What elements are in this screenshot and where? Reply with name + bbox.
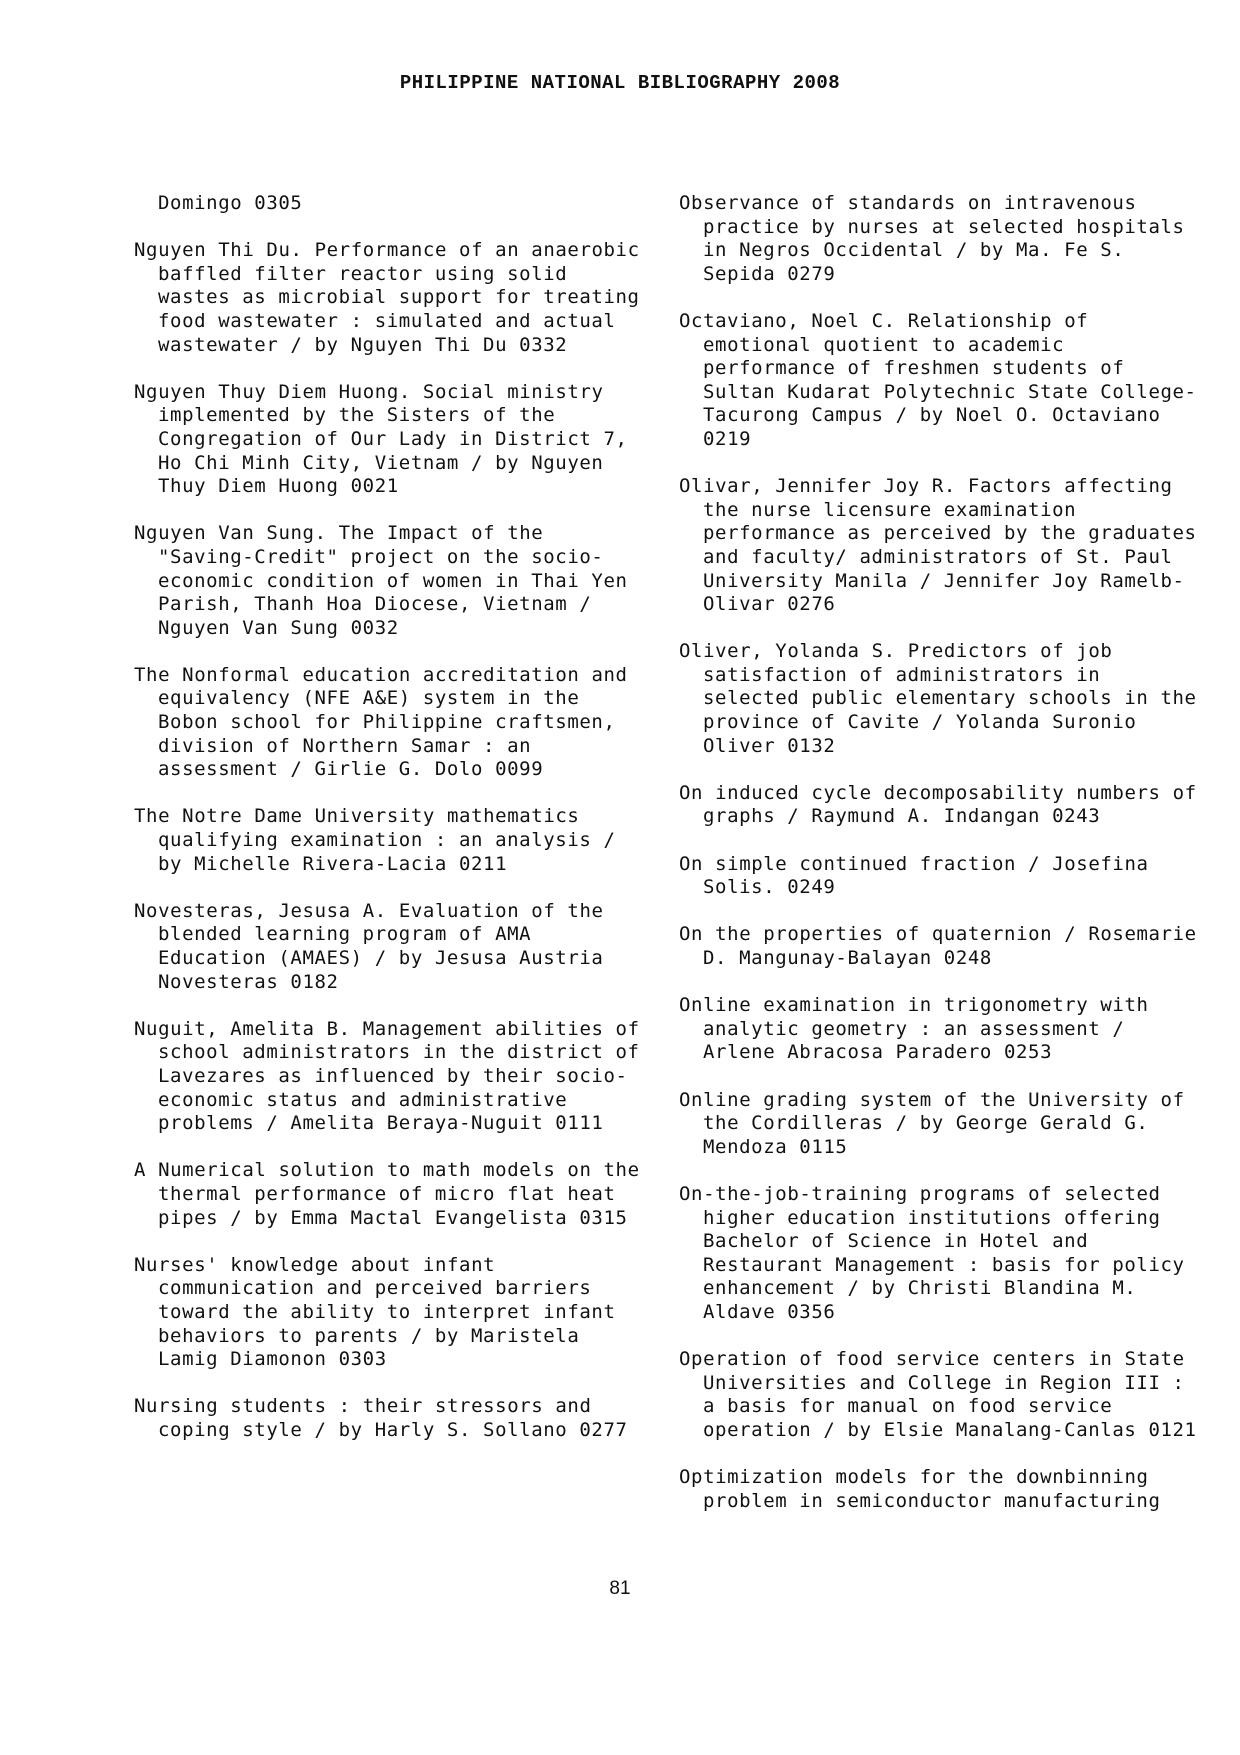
page-header: PHILIPPINE NATIONAL BIBLIOGRAPHY 2008 (399, 72, 841, 94)
bibliography-entry: Operation of food service centers in State Universities and College in Region III : a basis for manual on food service operation / by Elsie Manalang-Canlas 0121 (679, 1348, 1197, 1441)
page-number: 81 (609, 1578, 631, 1599)
bibliography-entry: Oliver, Yolanda S. Predictors of job satisfaction of administrators in selected public elementary schools in the province of Cavite / Yolanda Suronio Oliver 0132 (679, 640, 1209, 757)
bibliography-entry: Optimization models for the downbinning problem in semiconductor manufacturing (679, 1466, 1161, 1512)
bibliography-entry: The Nonformal education accreditation and equivalency (NFE A&E) system in the Bobon school for Philippine craftsmen, division of Northern Samar : an assessment / Girlie G. Dolo 0099 (134, 663, 640, 781)
bibliography-entry: A Numerical solution to math models on the thermal performance of micro flat heat pipes / by Emma Mactal Evangelista 0315 (134, 1159, 652, 1229)
bibliography-entry: On simple continued fraction / Josefina Solis. 0249 (679, 852, 1161, 899)
bibliography-entry: On induced cycle decomposability numbers of graphs / Raymund A. Indangan 0243 (679, 781, 1209, 828)
bibliography-entry: Nursing students : their stressors and coping style / by Harly S. Sollano 0277 (134, 1395, 628, 1441)
bibliography-entry: Nguyen Van Sung. The Impact of the "Saving-Credit" project on the socio-economic condition of women in Thai Yen Parish, Thanh Hoa Diocese, Vietnam / Nguyen Van Sung 0032 (134, 522, 640, 639)
bibliography-entry: Nuguit, Amelita B. Management abilities of school administrators in the district of Lavezares as influenced by their socio-economic status and administrative problems / Amelita Beraya-Nuguit 0111 (134, 1017, 652, 1135)
bibliography-entry: Nurses' knowledge about infant communication and perceived barriers toward the ability to interpret infant behaviors to parents / by Maristela Lamig Diamonon 0303 (134, 1253, 628, 1371)
bibliography-entry: Octaviano, Noel C. Relationship of emotional quotient to academic performance of freshmen students of Sultan Kudarat Polytechnic State College-Tacurong Campus / by Noel O. Octaviano 0219 (679, 309, 1197, 450)
bibliography-entry: Observance of standards on intravenous practice by nurses at selected hospitals in Negros Occidental / by Ma. Fe S. Sepida 0279 (679, 192, 1197, 285)
bibliography-entry: Nguyen Thi Du. Performance of an anaerobic baffled filter reactor using solid wastes as microbial support for treating food wastewater : simulated and actual wastewater / by Nguyen Thi Du 0332 (134, 239, 652, 356)
bibliography-entry: On the properties of quaternion / Rosemarie D. Mangunay-Balayan 0248 (679, 923, 1209, 969)
bibliography-entry: Olivar, Jennifer Joy R. Factors affecting the nurse licensure examination performance as perceived by the graduates and faculty/ administrators of St. Paul University Manila / Jennifer Joy Ramelb-Olivar 0276 (679, 475, 1209, 616)
bibliography-entry: Nguyen Thuy Diem Huong. Social ministry implemented by the Sisters of the Congregation of Our Lady in District 7, Ho Chi Minh City, Vietnam / by Nguyen Thuy Diem Huong 0021 (134, 380, 640, 498)
bibliography-entry: Online grading system of the University of the Cordilleras / by George Gerald G. Mendoza 0115 (679, 1088, 1197, 1158)
continuation-entry: Domingo 0305 (158, 192, 303, 214)
bibliography-entry: The Notre Dame University mathematics qualifying examination : an analysis / by Michelle Rivera-Lacia 0211 (134, 805, 628, 875)
bibliography-entry: Online examination in trigonometry with analytic geometry : an assessment / Arlene Abracosa Paradero 0253 (679, 994, 1161, 1064)
left-column (134, 192, 652, 1466)
right-column (679, 192, 1209, 1537)
bibliography-entry: Novesteras, Jesusa A. Evaluation of the blended learning program of AMA Education (AMAES) / by Jesusa Austria Novesteras 0182 (134, 899, 616, 993)
bibliography-entry: On-the-job-training programs of selected higher education institutions offering Bachelor of Science in Hotel and Restaurant Management : basis for policy enhancement / by Christi Blandina M. Aldave 0356 (679, 1182, 1197, 1323)
